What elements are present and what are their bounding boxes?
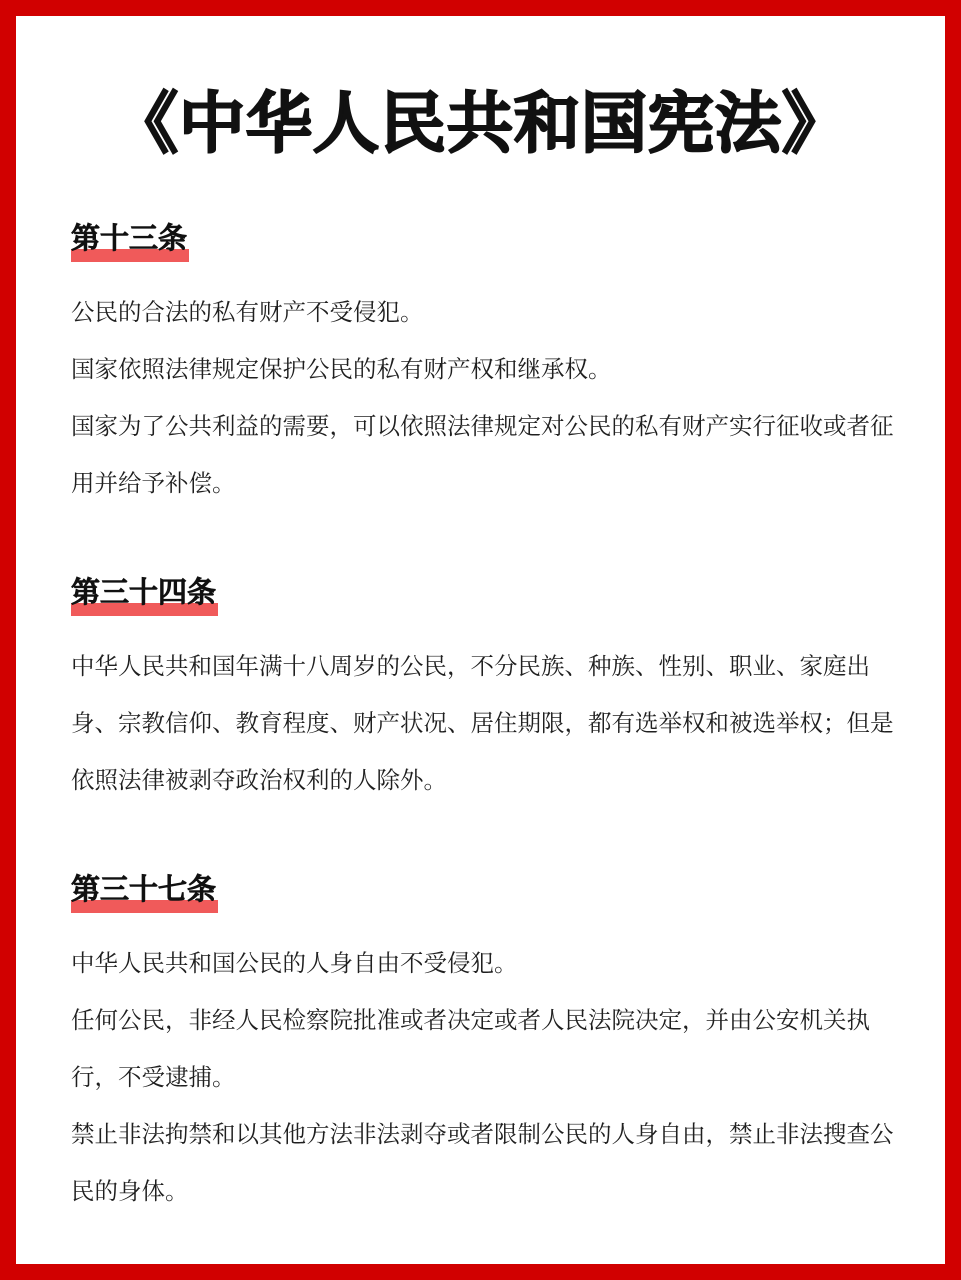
article-paragraph: 国家依照法律规定保护公民的私有财产权和继承权。	[71, 355, 612, 383]
article-heading: 第三十七条	[71, 872, 217, 906]
article-heading-wrap	[71, 572, 218, 616]
article-heading-wrap	[71, 869, 218, 913]
article-heading-wrap	[71, 218, 189, 262]
article-37	[71, 869, 901, 1220]
article-body	[71, 638, 901, 809]
article-paragraph: 中华人民共和国公民的人身自由不受侵犯。	[71, 949, 518, 977]
article-paragraph: 公民的合法的私有财产不受侵犯。	[71, 298, 424, 326]
article-paragraph: 国家为了公共利益的需要，可以依照法律规定对公民的私有财产实行征收或者征用并给予补偿。	[71, 412, 894, 497]
article-body	[71, 935, 901, 1220]
article-34	[71, 572, 901, 809]
article-paragraph: 任何公民，非经人民检察院批准或者决定或者人民法院决定，并由公安机关执行，不受逮捕。	[71, 1006, 870, 1091]
article-heading: 第十三条	[71, 221, 188, 255]
article-paragraph: 中华人民共和国年满十八周岁的公民，不分民族、种族、性别、职业、家庭出身、宗教信仰、教育程度、财产状况、居住期限，都有选举权和被选举权；但是依照法律被剥夺政治权利的人除外。	[71, 652, 894, 794]
document-title: 《中华人民共和国宪法》	[112, 85, 849, 162]
article-body	[71, 284, 901, 512]
article-paragraph: 禁止非法拘禁和以其他方法非法剥夺或者限制公民的人身自由，禁止非法搜查公民的身体。	[71, 1120, 894, 1205]
article-heading: 第三十四条	[71, 575, 217, 609]
article-13	[71, 218, 901, 512]
